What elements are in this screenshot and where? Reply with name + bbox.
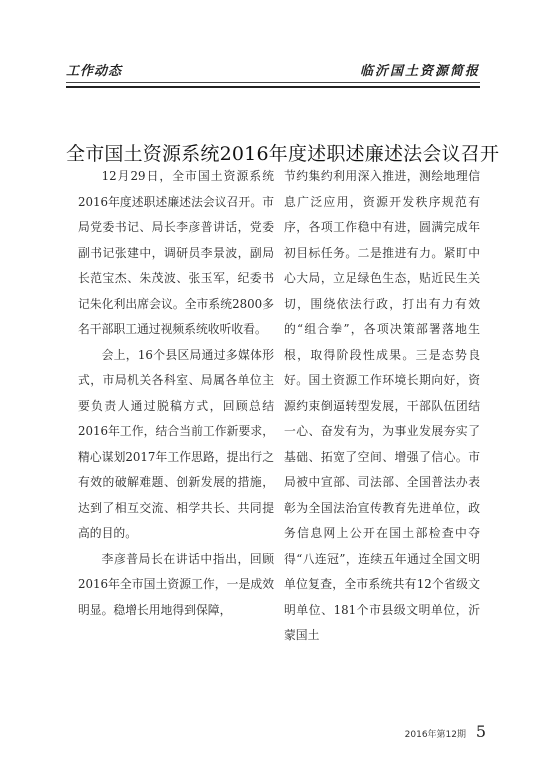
article-left-column bbox=[78, 164, 274, 623]
page-number: 5 bbox=[475, 722, 486, 741]
article-right-column bbox=[284, 164, 480, 649]
section-label: 工作动态 bbox=[66, 64, 123, 79]
article-title: 全市国土资源系统2016年度述职述廉述法会议召开 bbox=[66, 142, 500, 165]
header-rule-thick bbox=[66, 86, 480, 88]
header-rule-thin bbox=[66, 82, 480, 83]
issue-label: 2016年第12期 bbox=[404, 730, 466, 740]
paragraph-2: 会上，16个县区局通过多媒体形式，市局机关各科室、局属各单位主要负责人通过脱稿方式，回顾总结2016年工作，结合当前工作新要求，精心谋划2017年工作思路，提出行之有效的破解难题、创新发展的措施，达到了相互交流、相学共长、共同提高的目的。 bbox=[78, 347, 274, 540]
paragraph-3-continued: 节约集约利用深入推进，测绘地理信息广泛应用，资源开发秩序规范有序，各项工作稳中有进，圆满完成年初目标任务。二是推进有力。紧盯中心大局，立足绿色生态，贴近民生关切，围绕依法行政，打出有力有效的“组合拳”，各项决策部署落地生根，取得阶段性成果。三是态势良好。国土资源工作环境长期向好，资源约束倒逼转型发展，干部队伍团结一心、奋发有为，为事业发展夯实了基础、拓宽了空间、增强了信心。市局被中宣部、司法部、全国普法办表彰为全国法治宣传教育先进单位，政务信息网上公开在国土部检查中夺得“八连冠”，连续五年通过全国文明单位复查，全市系统共有12个省级文明单位、181个市县级文明单位，沂蒙国土 bbox=[284, 169, 480, 642]
paragraph-1: 12月29日，全市国土资源系统2016年度述职述廉述法会议召开。市局党委书记、局长李彦普讲话，党委副书记张建中，调研员李景波，副局长范宝杰、朱茂波、张玉军，纪委书记朱化利出席会议。全市系统2800多名干部职工通过视频系统收听收看。 bbox=[78, 169, 274, 336]
publication-name: 临沂国土资源简报 bbox=[359, 64, 480, 79]
paragraph-3: 李彦普局长在讲话中指出，回顾2016年全市国土资源工作，一是成效明显。稳增长用地得到保障， bbox=[78, 551, 274, 617]
